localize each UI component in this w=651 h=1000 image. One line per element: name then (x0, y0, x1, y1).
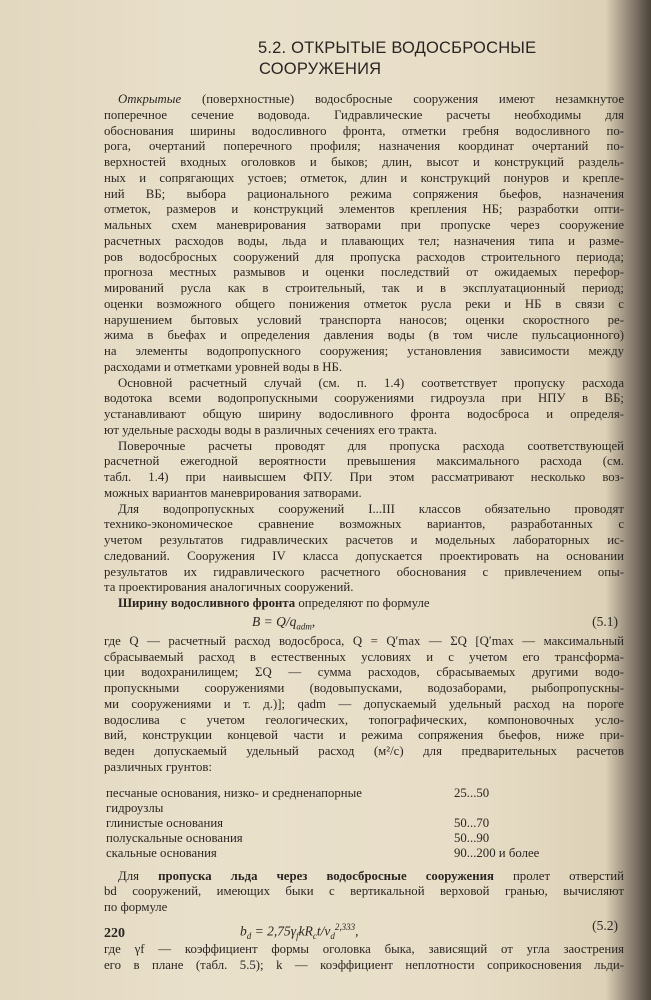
text-line: мальных схем маневрирования затворами при пропуске через сооружение (104, 218, 624, 232)
text-line: расходами и отметками уровней воды в НБ. (104, 359, 343, 374)
list-item: полускальные основания 50...90 (106, 830, 490, 845)
text-line: рога, очертаний поперечного профиля; назначения координат очертаний по- (104, 139, 624, 154)
text-line: Основной расчетный случай (см. п. 1.4) соответствует пропуску расхода (118, 375, 624, 390)
text-line: ции водохранилищем; ΣQ — сумма расходов, сбрасываемых другими водо- (104, 665, 624, 680)
formula-number: (5.2) (592, 917, 618, 933)
body-text (104, 92, 624, 973)
text-line: пропускными сооружениями (водовыпусками, водозаборами, рыбопропускны- (104, 681, 624, 695)
text-line: ми сооружениями и т. д.)]; qadm — допускаемый удельный расход на пороге (104, 696, 624, 711)
formula-number: (5.1) (592, 613, 618, 629)
text-line: ют удельные расходы воды в различных сечениях его тракта. (104, 422, 437, 437)
text-line: где Q — расчетный расход водосброса, Q = Q′max — ΣQ [Q′max — максимальный (104, 633, 624, 648)
list-item: глинистые основания 50...70 (106, 815, 490, 830)
text-line: Поверочные расчеты проводят для пропуска расхода соответствующей (118, 438, 624, 453)
text-line: Для пропуска льда через водосбросные сооружения пролет отверстий (118, 868, 624, 883)
list-item: песчаные основания, низко- и средненапорные гидроузлы 25...50 (106, 785, 490, 815)
text-line: оценки возможного общего понижения отметок русла реки и НБ в связи с (104, 296, 624, 311)
text-line: следований. Сооружения IV класса допускается проектировать на основании (104, 548, 624, 563)
text-line: прогноза местных размывов и оценки последствий от ожидаемых перефор- (104, 265, 624, 280)
text-line: водослива с учетом геологических, топографических, компоновочных усло- (104, 712, 624, 727)
text-line: табл. 1.4) при наивысшем ФПУ. При этом рассматривают несколько воз- (104, 470, 624, 484)
text-line: ров водосбросных сооружений для пропуска расходов строительного периода; (104, 249, 624, 264)
text-line: устанавливают общую ширину водосливного фронта водосброса и определя- (104, 407, 624, 421)
text-line: вий, конструкции концевой части и режима сопряжения бьефов, ниже при- (104, 728, 624, 743)
text-line: где γf — коэффициент формы оголовка быка, зависящий от угла заострения (104, 941, 624, 956)
text-line: ний ВБ; выбора рационального режима сопряжения бьефов, назначения (104, 186, 624, 201)
text-line: bd сооружений, имеющих быки с вертикальной верховой гранью, вычисляют (104, 884, 624, 899)
page-number: 220 (104, 926, 125, 941)
text-line: нарушением бытовых условий транспорта наносов; оценки скоростного ре- (104, 312, 624, 327)
text-line: поперечное сечение водовода. Гидравлические расчеты необходимы для (104, 107, 624, 122)
ground-discharge-list (104, 786, 624, 861)
text-line: учетом результатов гидравлических расчетов и модельных лабораторных ис- (104, 533, 624, 547)
text-line: можных вариантов маневрирования затворами. (104, 485, 362, 500)
text-line: обоснования ширины водосливного фронта, отметки гребня водосливного по- (104, 123, 624, 138)
text-line: водотока всеми водопропускными сооружениями гидроузла при НПУ в ВБ; (104, 391, 624, 406)
text-line: ных и сопрягающих устоев; отметок, длин и конструкций понуров и крепле- (104, 170, 624, 185)
text-line: различных грунтов: (104, 759, 212, 774)
formula-expression: $B = Q/q_{adm}$, (252, 613, 316, 632)
formula-5-1 (104, 612, 624, 634)
heading-line-2: СООРУЖЕНИЯ (259, 60, 382, 78)
formula-5-2 (104, 916, 624, 942)
text-line: мирований русла как в строительный, так и в эксплуатационный период; (104, 281, 624, 295)
list-item: скальные основания 90...200 и более (106, 845, 540, 860)
text-line: расчетных расходов воды, льда и плавающих тел; назначения типа и разме- (104, 233, 624, 248)
text-line: Открытые (поверхностные) водосбросные сооружения имеют незамкнутое (118, 92, 624, 106)
text-line: отметок, размеров и конструкций элементов крепления НБ; разработки опти- (104, 202, 624, 217)
text-line: на элементы водопропускного сооружения; установления зависимости между (104, 344, 624, 358)
text-line: сбрасываемый расход в естественных условиях и с учетом его трансформа- (104, 649, 624, 664)
text-line: та проектирования аналогичных сооружений. (104, 580, 354, 595)
text-line: его в плане (табл. 5.5); k — коэффициент неплотности соприкосновения льди- (104, 957, 624, 972)
text-line: результатов их гидравлического расчетного обоснования с привлечением опы- (104, 564, 624, 579)
text-line: Ширину водосливного фронта определяют по формуле (118, 596, 430, 610)
text-line: верхностей входных оголовков и быков; длин, высот и конструкций раздель- (104, 155, 624, 169)
text-line: Для водопропускных сооружений I...III классов обязательно проводят (118, 501, 624, 516)
heading-line-1: 5.2. ОТКРЫТЫЕ ВОДОСБРОСНЫЕ (258, 39, 537, 57)
text-line: веден допускаемый удельный расход (м²/с) для предварительных расчетов (104, 744, 624, 758)
formula-expression: $b_d = 2,75\gamma_fkR_ct/v_d^{2,333}$, (240, 921, 359, 941)
text-line: расчетной ежегодной вероятности превышения максимального расхода (см. (104, 454, 624, 469)
section-heading (258, 38, 536, 80)
text-line: технико-экономическое сравнение возможных вариантов, разработанных с (104, 517, 624, 532)
text-line: по формуле (104, 900, 168, 914)
text-line: жима в бьефах и определения давления воды (в том числе пульсационного) (104, 328, 624, 343)
